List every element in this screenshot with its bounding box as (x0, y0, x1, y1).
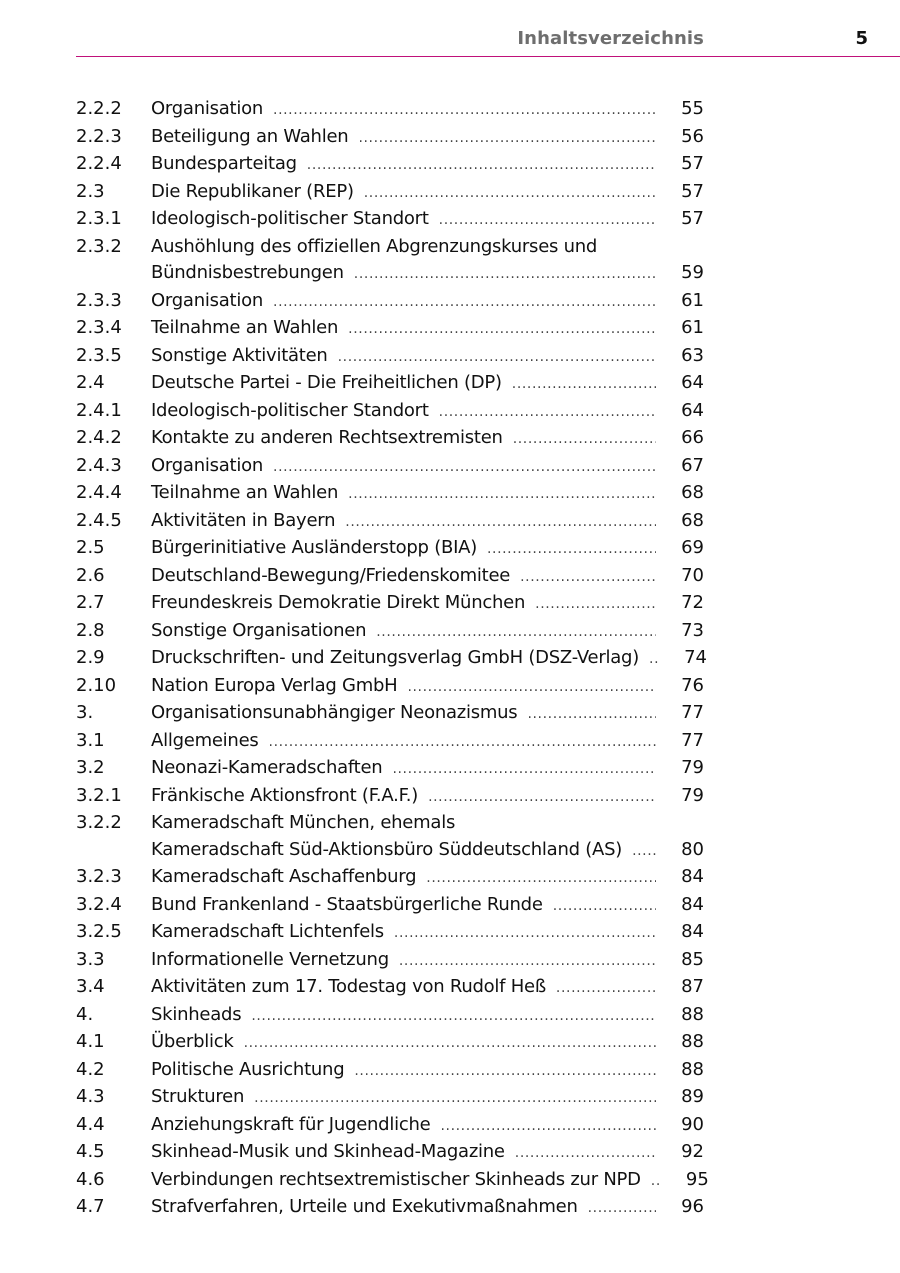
section-number: 2.3.5 (76, 344, 122, 366)
entry-line (151, 1029, 704, 1057)
dot-leader (632, 838, 656, 865)
dot-leader (513, 426, 656, 453)
toc-entry (76, 700, 704, 728)
section-title: Teilnahme an Wahlen (151, 317, 339, 338)
section-number: 2.3.3 (76, 289, 122, 311)
entry-body (151, 810, 704, 864)
dot-leader (358, 125, 656, 152)
section-title: Überblick (151, 1031, 234, 1052)
entry-body (151, 1194, 704, 1222)
entry-body (151, 645, 708, 673)
section-number: 2.3.2 (76, 235, 122, 257)
dot-leader (244, 1030, 656, 1057)
entry-body (151, 508, 704, 536)
toc-entry (76, 1112, 704, 1140)
dot-leader (649, 646, 659, 673)
dot-leader (440, 1113, 656, 1140)
page-ref: 88 (681, 1058, 704, 1080)
dot-leader (588, 1195, 656, 1222)
page-ref: 67 (681, 454, 704, 476)
dot-leader (428, 784, 656, 811)
section-number: 3.2.1 (76, 784, 122, 806)
page-ref: 74 (684, 647, 708, 668)
page-ref: 77 (681, 702, 704, 723)
running-title: Inhaltsverzeichnis (517, 28, 704, 49)
entry-line (151, 947, 704, 975)
section-number: 2.8 (76, 619, 105, 641)
dot-leader (273, 454, 656, 481)
page-ref: 84 (681, 893, 704, 915)
entry-line (151, 508, 704, 536)
section-title: Organisation (151, 98, 264, 119)
dot-leader (426, 865, 656, 892)
entry-line (151, 425, 704, 453)
section-number: 2.2.3 (76, 125, 122, 147)
page-ref: 56 (681, 125, 704, 147)
entry-line (151, 234, 704, 261)
section-title: Organisation (151, 289, 264, 311)
dot-leader (251, 1003, 656, 1030)
page-ref: 57 (681, 180, 704, 202)
toc-entry (76, 947, 704, 975)
entry-body (151, 1002, 704, 1030)
table-of-contents (76, 96, 709, 1222)
section-title: Aktivitäten in Bayern (151, 509, 336, 531)
toc-entry (76, 974, 704, 1002)
page-ref: 80 (681, 838, 704, 860)
toc-entry (76, 315, 704, 343)
entry-line (151, 179, 704, 207)
section-title: Bundesparteitag (151, 153, 297, 174)
toc-entry (76, 151, 704, 179)
section-number: 3.3 (76, 948, 105, 970)
page-ref: 79 (681, 784, 704, 806)
entry-body (151, 124, 704, 152)
toc-entry (76, 370, 704, 398)
entry-line (151, 673, 704, 701)
section-number: 3.2 (76, 757, 105, 778)
entry-body (151, 206, 704, 234)
dot-leader (354, 1058, 656, 1085)
header-divider (76, 56, 900, 57)
section-number: 4.2 (76, 1058, 105, 1080)
dot-leader (399, 948, 656, 975)
page-ref: 61 (681, 289, 704, 311)
entry-body (151, 673, 704, 701)
section-number: 4.4 (76, 1113, 105, 1135)
section-title: Skinhead-Musik und Skinhead-Magazine (151, 1141, 505, 1162)
page-ref: 63 (681, 344, 704, 366)
section-title: Ideologisch-politischer Standort (151, 399, 429, 421)
entry-line (151, 288, 704, 316)
page-ref: 70 (681, 564, 704, 586)
page-ref: 69 (681, 537, 704, 558)
section-title: Nation Europa Verlag GmbH (151, 674, 398, 696)
section-number: 3.2.5 (76, 921, 122, 942)
toc-entry (76, 480, 704, 508)
entry-line (151, 398, 704, 426)
page-ref: 64 (681, 372, 704, 393)
page-ref: 84 (681, 921, 704, 942)
page-ref: 68 (681, 509, 704, 531)
dot-leader (535, 591, 656, 618)
section-title: Druckschriften- und Zeitungsverlag GmbH (DSZ-Verlag) (151, 647, 640, 668)
entry-body (151, 783, 704, 811)
entry-line (151, 645, 708, 673)
entry-line (151, 563, 704, 591)
page-ref: 89 (681, 1086, 704, 1107)
section-title: Die Republikaner (REP) (151, 180, 354, 202)
toc-entry (76, 618, 704, 646)
section-title: Bündnisbestrebungen (151, 262, 344, 283)
section-title: Organisationsunabhängiger Neonazismus (151, 702, 518, 723)
section-number: 2.3.1 (76, 208, 122, 229)
toc-entry (76, 179, 704, 207)
entry-body (151, 343, 704, 371)
page-ref: 59 (681, 262, 704, 283)
section-title: Strukturen (151, 1086, 245, 1107)
page-ref: 96 (681, 1196, 704, 1217)
section-number: 4. (76, 1003, 94, 1025)
dot-leader (307, 152, 656, 179)
toc-entry (76, 783, 704, 811)
section-title: Aktivitäten zum 17. Todestag von Rudolf Heß (151, 976, 546, 997)
entry-body (151, 425, 704, 453)
dot-leader (348, 481, 656, 508)
entry-line (151, 618, 704, 646)
toc-entry (76, 425, 704, 453)
dot-leader (515, 1140, 656, 1167)
entry-line (151, 1057, 704, 1085)
entry-body (151, 1084, 704, 1112)
page-ref: 84 (681, 866, 704, 887)
section-number: 2.2.2 (76, 98, 122, 119)
entry-line (151, 480, 704, 508)
dot-leader (553, 893, 656, 920)
entry-body (151, 1029, 704, 1057)
toc-entry (76, 96, 704, 124)
toc-entry (76, 206, 704, 234)
entry-body (151, 892, 704, 920)
toc-entry (76, 1167, 709, 1195)
entry-body (151, 590, 704, 618)
entry-body (151, 1167, 709, 1195)
entry-line (151, 810, 704, 837)
dot-leader (376, 619, 656, 646)
section-title: Kameradschaft Lichtenfels (151, 921, 384, 942)
section-number: 2.4 (76, 372, 105, 393)
entry-body (151, 947, 704, 975)
entry-line (151, 700, 704, 728)
section-number: 2.9 (76, 647, 105, 668)
entry-line (151, 919, 704, 947)
entry-line (151, 260, 704, 288)
page-ref: 72 (681, 592, 704, 613)
page-ref: 77 (681, 729, 704, 751)
section-title: Kameradschaft Aschaffenburg (151, 866, 417, 887)
dot-leader (407, 674, 656, 701)
entry-body (151, 96, 704, 124)
page-ref: 76 (681, 674, 704, 696)
entry-line (151, 1194, 704, 1222)
entry-body (151, 618, 704, 646)
page-ref: 85 (681, 948, 704, 970)
section-number: 2.6 (76, 564, 105, 586)
entry-line (151, 96, 704, 124)
entry-line (151, 370, 704, 398)
dot-leader (651, 1168, 661, 1195)
entry-body (151, 1057, 704, 1085)
page-number: 5 (855, 28, 868, 49)
section-title: Kontakte zu anderen Rechtsextremisten (151, 427, 503, 448)
dot-leader (439, 399, 656, 426)
section-number: 2.4.3 (76, 454, 122, 476)
toc-entry (76, 343, 704, 371)
dot-leader (364, 180, 656, 207)
entry-line (151, 728, 704, 756)
entry-body (151, 288, 704, 316)
section-number: 2.4.2 (76, 427, 122, 448)
page-ref: 90 (681, 1113, 704, 1135)
section-title: Aushöhlung des offiziellen Abgrenzungskurses und (151, 235, 598, 257)
section-title: Organisation (151, 454, 264, 476)
dot-leader (273, 97, 656, 124)
toc-entry (76, 1057, 704, 1085)
toc-entry (76, 892, 704, 920)
section-number: 4.1 (76, 1031, 105, 1052)
page-ref: 88 (681, 1031, 704, 1052)
toc-entry (76, 864, 704, 892)
entry-body (151, 453, 704, 481)
toc-entry (76, 535, 704, 563)
section-title: Freundeskreis Demokratie Direkt München (151, 592, 526, 613)
entry-line (151, 864, 704, 892)
entry-body (151, 480, 704, 508)
section-number: 2.5 (76, 537, 105, 558)
section-number: 4.7 (76, 1196, 105, 1217)
section-title: Sonstige Aktivitäten (151, 344, 328, 366)
entry-body (151, 728, 704, 756)
dot-leader (273, 289, 656, 316)
entry-line (151, 783, 704, 811)
dot-leader (269, 729, 656, 756)
section-title: Beteiligung an Wahlen (151, 125, 349, 147)
section-title: Kameradschaft München, ehemals (151, 812, 456, 833)
entry-line (151, 1167, 709, 1195)
toc-entry (76, 1029, 704, 1057)
entry-line (151, 1084, 704, 1112)
section-number: 2.3.4 (76, 317, 122, 338)
toc-entry (76, 919, 704, 947)
page-ref: 88 (681, 1003, 704, 1025)
toc-entry (76, 1139, 704, 1167)
entry-body (151, 398, 704, 426)
dot-leader (520, 564, 656, 591)
page-ref: 87 (681, 976, 704, 997)
dot-leader (354, 261, 656, 288)
entry-body (151, 919, 704, 947)
dot-leader (345, 509, 656, 536)
toc-entry (76, 563, 704, 591)
entry-line (151, 124, 704, 152)
entry-body (151, 563, 704, 591)
section-number: 3. (76, 702, 94, 723)
section-number: 2.4.4 (76, 482, 122, 503)
dot-leader (392, 756, 656, 783)
dot-leader (394, 920, 656, 947)
entry-body (151, 315, 704, 343)
dot-leader (487, 536, 656, 563)
section-number: 3.4 (76, 976, 105, 997)
entry-line (151, 206, 704, 234)
section-number: 2.3 (76, 180, 105, 202)
toc-entry (76, 645, 708, 673)
section-title: Allgemeines (151, 729, 259, 751)
section-title: Teilnahme an Wahlen (151, 482, 339, 503)
section-number: 2.10 (76, 674, 117, 696)
section-number: 3.2.4 (76, 893, 122, 915)
entry-line (151, 837, 704, 865)
section-title: Ideologisch-politischer Standort (151, 208, 429, 229)
section-title: Deutschland-Bewegung/Friedenskomitee (151, 564, 511, 586)
entry-body (151, 700, 704, 728)
section-title: Strafverfahren, Urteile und Exekutivmaßnahmen (151, 1196, 578, 1217)
section-number: 3.2.3 (76, 866, 122, 887)
toc-entry (76, 1084, 704, 1112)
section-title: Verbindungen rechtsextremistischer Skinheads zur NPD (151, 1168, 641, 1190)
toc-entry (76, 1002, 704, 1030)
toc-entry (76, 508, 704, 536)
entry-line (151, 590, 704, 618)
page-ref: 66 (681, 427, 704, 448)
dot-leader (527, 701, 656, 728)
section-title: Bund Frankenland - Staatsbürgerliche Runde (151, 893, 543, 915)
entry-body (151, 151, 704, 179)
section-title: Fränkische Aktionsfront (F.A.F.) (151, 784, 419, 806)
page-ref: 68 (681, 482, 704, 503)
section-title: Skinheads (151, 1003, 242, 1025)
dot-leader (338, 344, 656, 371)
entry-body (151, 1139, 704, 1167)
section-number: 2.7 (76, 592, 105, 613)
toc-entry (76, 755, 704, 783)
entry-line (151, 535, 704, 563)
section-number: 3.1 (76, 729, 105, 751)
section-number: 4.3 (76, 1086, 105, 1107)
section-title: Sonstige Organisationen (151, 619, 367, 641)
section-number: 4.5 (76, 1141, 105, 1162)
page-ref: 57 (681, 153, 704, 174)
page-ref: 64 (681, 399, 704, 421)
page-ref: 92 (681, 1141, 704, 1162)
entry-line (151, 151, 704, 179)
entry-line (151, 343, 704, 371)
entry-body (151, 535, 704, 563)
section-title: Neonazi-Kameradschaften (151, 757, 383, 778)
toc-entry (76, 728, 704, 756)
toc-entry (76, 1194, 704, 1222)
section-title: Anziehungskraft für Jugendliche (151, 1113, 431, 1135)
entry-line (151, 755, 704, 783)
entry-line (151, 453, 704, 481)
entry-body (151, 974, 704, 1002)
section-number: 4.6 (76, 1168, 105, 1190)
entry-body (151, 370, 704, 398)
dot-leader (439, 207, 656, 234)
toc-entry (76, 590, 704, 618)
section-title: Deutsche Partei - Die Freiheitlichen (DP) (151, 372, 502, 393)
page-ref: 73 (681, 619, 704, 641)
section-number: 2.2.4 (76, 153, 122, 174)
section-title: Politische Ausrichtung (151, 1058, 345, 1080)
entry-line (151, 1002, 704, 1030)
entry-body (151, 234, 704, 288)
page-ref: 79 (681, 757, 704, 778)
toc-entry (76, 673, 704, 701)
entry-body (151, 179, 704, 207)
page-ref: 55 (681, 98, 704, 119)
toc-entry (76, 288, 704, 316)
entry-line (151, 315, 704, 343)
section-title: Informationelle Vernetzung (151, 948, 389, 970)
entry-body (151, 1112, 704, 1140)
entry-line (151, 1139, 704, 1167)
dot-leader (512, 371, 656, 398)
entry-line (151, 1112, 704, 1140)
section-number: 3.2.2 (76, 812, 122, 833)
toc-entry (76, 234, 704, 288)
dot-leader (254, 1085, 656, 1112)
toc-entry (76, 124, 704, 152)
toc-entry (76, 453, 704, 481)
section-title: Bürgerinitiative Ausländerstopp (BIA) (151, 537, 477, 558)
dot-leader (556, 975, 656, 1002)
page-ref: 61 (681, 317, 704, 338)
toc-entry (76, 810, 704, 864)
entry-body (151, 755, 704, 783)
page-ref: 57 (681, 208, 704, 229)
toc-entry (76, 398, 704, 426)
section-number: 2.4.1 (76, 399, 122, 421)
section-title: Kameradschaft Süd-Aktionsbüro Süddeutschland (AS) (151, 838, 623, 860)
page-ref: 95 (685, 1168, 709, 1190)
entry-body (151, 864, 704, 892)
entry-line (151, 974, 704, 1002)
dot-leader (348, 316, 656, 343)
entry-line (151, 892, 704, 920)
section-number: 2.4.5 (76, 509, 122, 531)
